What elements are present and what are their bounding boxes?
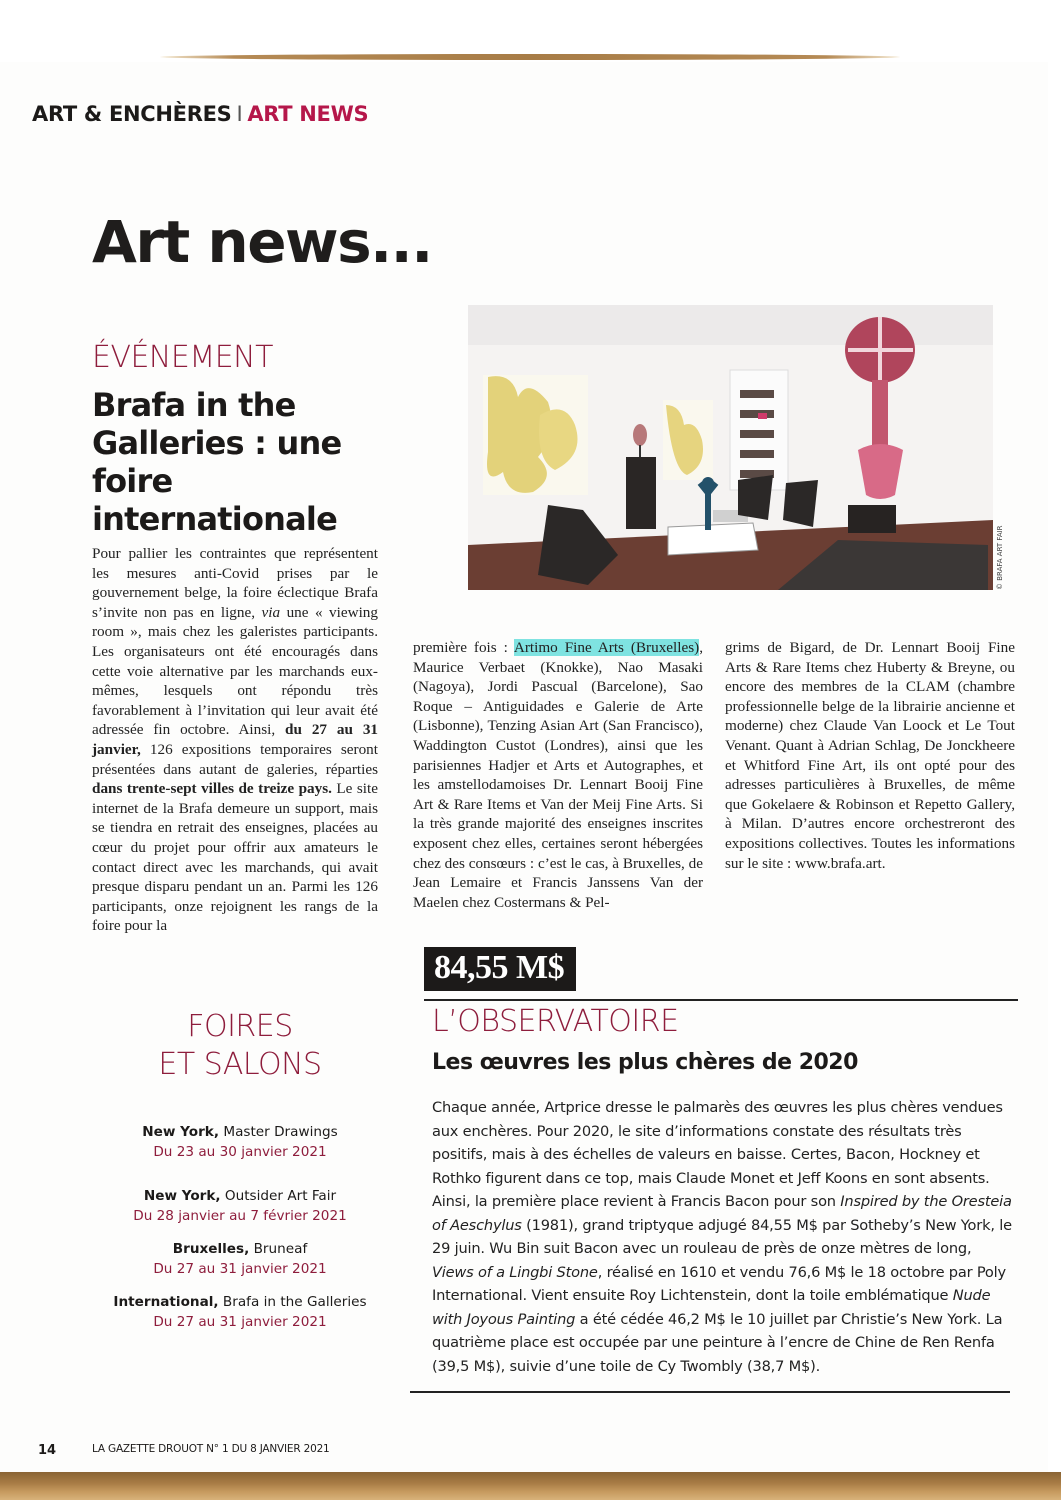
event-body-column-2 bbox=[413, 638, 703, 912]
list-item bbox=[100, 1239, 380, 1279]
text-run: a été cédée 46,2 M$ le 10 juillet par Christie’s New York. La quatrième place est occupée par une peinture à l’encre de Chine de Ren Renfa (39,5 M$), suivie d’une toile de Cy Twombly (38,7 M$). bbox=[432, 1310, 1003, 1375]
event-kicker: ÉVÉNEMENT bbox=[92, 340, 273, 375]
gallery-photo bbox=[468, 305, 993, 590]
fair-name: Outsider Art Fair bbox=[220, 1188, 337, 1204]
fair-city: New York, bbox=[142, 1124, 220, 1140]
observatoire-title: Les œuvres les plus chères de 2020 bbox=[432, 1050, 858, 1075]
text-run: , réalisé en 1610 et vendu 76,6 M$ le 18 octobre par Poly International. Vient ensuite Roy Lichtenstein, dont la toile emblématique bbox=[432, 1263, 1006, 1304]
fair-place bbox=[100, 1122, 380, 1142]
list-item bbox=[100, 1186, 380, 1226]
artwork-title: Inspired by the Oresteia of Aeschylus bbox=[432, 1193, 1012, 1234]
fair-city: International, bbox=[113, 1294, 219, 1310]
fair-city: New York, bbox=[143, 1188, 221, 1204]
foires-salons-list bbox=[100, 1122, 380, 1345]
text-run-bold: du 27 au 31 janvier, bbox=[92, 721, 379, 758]
fair-dates: Du 23 au 30 janvier 2021 bbox=[153, 1144, 327, 1160]
list-item bbox=[100, 1292, 380, 1332]
event-body-column-3: grims de Bigard, de Dr. Lennart Booij Fine Arts & Rare Items chez Huberty & Breyne, ou encore des membres de la CLAM (chambre professionnelle belge de la librairie ancienne et moderne) chez Claude Van Loock et Le Tout Venant. Quant à Adrian Schlag, De Jonckheere et Whitford Fine Art, ils ont opté pour des adresses particulières à Bruxelles, de même que Gokelaere & Robinson et Repetto Gallery, à Milan. D’autres encore orchestreront des expositions collectives. Toutes les informations sur le site : www.brafa.art. bbox=[725, 639, 1015, 872]
text-run: première fois : bbox=[413, 639, 514, 656]
price-badge: 84,55 M$ bbox=[424, 947, 576, 991]
section-rubric bbox=[32, 102, 368, 126]
artwork-title: Nude with Joyous Painting bbox=[432, 1287, 991, 1328]
text-run-italic: via bbox=[261, 603, 281, 621]
photo-credit: © BRAFA ART FAIR bbox=[996, 525, 1004, 590]
subsection-label: ART NEWS bbox=[247, 102, 369, 126]
fair-city: Bruxelles, bbox=[172, 1241, 250, 1257]
text-run: Le site internet de la Brafa demeure un support, mais se tiendra en retrait des enseignes, placées au cœur du projet pour offrir aux amateurs le contact direct avec les marchands, qui avait presque disparu pendant un an. Parmi les 126 participants, onze rejoignent les rangs de la foire pour la bbox=[92, 780, 378, 935]
text-run: Chaque année, Artprice dresse le palmarès des œuvres les plus chères vendues aux enchères. Pour 2020, le site d’informations constate des résultats très positifs, mais à des échelles de valeurs en baisse. Certes, Bacon, Hockney et Rothko figurent dans ce top, mais Claude Monet et Jeff Koons en sont absents. Ainsi, la première place revient à Francis Bacon pour son bbox=[432, 1099, 1003, 1210]
rubric-separator: I bbox=[236, 102, 243, 126]
event-body-column-1 bbox=[92, 544, 378, 936]
section-label: ART & ENCHÈRES bbox=[32, 102, 232, 126]
section-rule-bottom bbox=[410, 1391, 1010, 1393]
wood-table-edge-top bbox=[160, 54, 900, 60]
foires-salons-title bbox=[110, 1008, 370, 1084]
fair-dates: Du 27 au 31 janvier 2021 bbox=[153, 1314, 327, 1330]
fair-place bbox=[100, 1292, 380, 1312]
page-number: 14 bbox=[38, 1443, 57, 1458]
page-title: Art news... bbox=[92, 208, 432, 276]
text-run: Pour pallier les contraintes que représentent les mesures anti-Covid prises par le gouvernement belge, la foire éclectique Brafa s’invite non pas en ligne, bbox=[92, 545, 378, 621]
section-rule bbox=[424, 999, 1018, 1001]
title-line: ET SALONS bbox=[158, 1047, 322, 1082]
text-run: une « viewing room », mais chez les galeristes participants. Les organisateurs ont été encouragés dans cette voie alternative par les marchands eux-mêmes, lesquels ont répondu très favorablement à l’invitation qui leur avait été adressée fin octobre. Ainsi, bbox=[92, 603, 378, 739]
observatoire-body bbox=[432, 1096, 1016, 1378]
fair-name: Bruneaf bbox=[249, 1241, 308, 1257]
fair-dates: Du 27 au 31 janvier 2021 bbox=[153, 1261, 327, 1277]
fair-name: Brafa in the Galleries bbox=[218, 1294, 367, 1310]
observatoire-kicker: L’OBSERVATOIRE bbox=[432, 1004, 679, 1039]
highlighted-text: Artimo Fine Arts (Bruxelles) bbox=[513, 639, 700, 656]
artwork-title: Views of a Lingbi Stone bbox=[432, 1263, 598, 1281]
fair-name: Master Drawings bbox=[219, 1124, 338, 1140]
text-run: 126 expositions temporaires seront présentées dans autant de galeries, réparties bbox=[92, 740, 378, 778]
wood-table-edge-bottom bbox=[0, 1472, 1061, 1500]
text-run: , Maurice Verbaet (Knokke), Nao Masaki (Nagoya), Jordi Pascual (Barcelone), Sao Roque – Antiguidades e Galerie de Arte (Lisbonne), Tenzing Asian Art (San Francisco), Waddington Custot (Londres), ainsi que les parisiennes Hadjer et Arts et Autographes, et les amstellodamoises Dr. Lennart Booij Fine Art & Rare Items et Van der Meij Fine Arts. Si la très grande majorité des enseignes inscrites exposent chez elles, certaines seront hébergées chez des consœurs : c’est le cas, à Bruxelles, de Jean Lemaire et Francis Janssens Van der Maelen chez Costermans & Pel- bbox=[413, 639, 703, 911]
title-line: FOIRES bbox=[187, 1009, 293, 1044]
event-headline: Brafa in the Galleries : une foire internationale bbox=[92, 386, 342, 538]
list-item bbox=[100, 1122, 380, 1162]
fair-place bbox=[100, 1186, 380, 1206]
text-run-bold: dans trente-sept villes de treize pays. bbox=[92, 780, 332, 798]
text-run: (1981), grand triptyque adjugé 84,55 M$ par Sotheby’s New York, le 29 juin. Wu Bin suit Bacon avec un rouleau de près de onze mètres de long, bbox=[432, 1216, 1012, 1257]
fair-dates: Du 28 janvier au 7 février 2021 bbox=[133, 1208, 347, 1224]
gallery-interior-illustration bbox=[468, 305, 993, 590]
fair-place bbox=[100, 1239, 380, 1259]
publication-footer: LA GAZETTE DROUOT N° 1 DU 8 JANVIER 2021 bbox=[92, 1443, 330, 1455]
